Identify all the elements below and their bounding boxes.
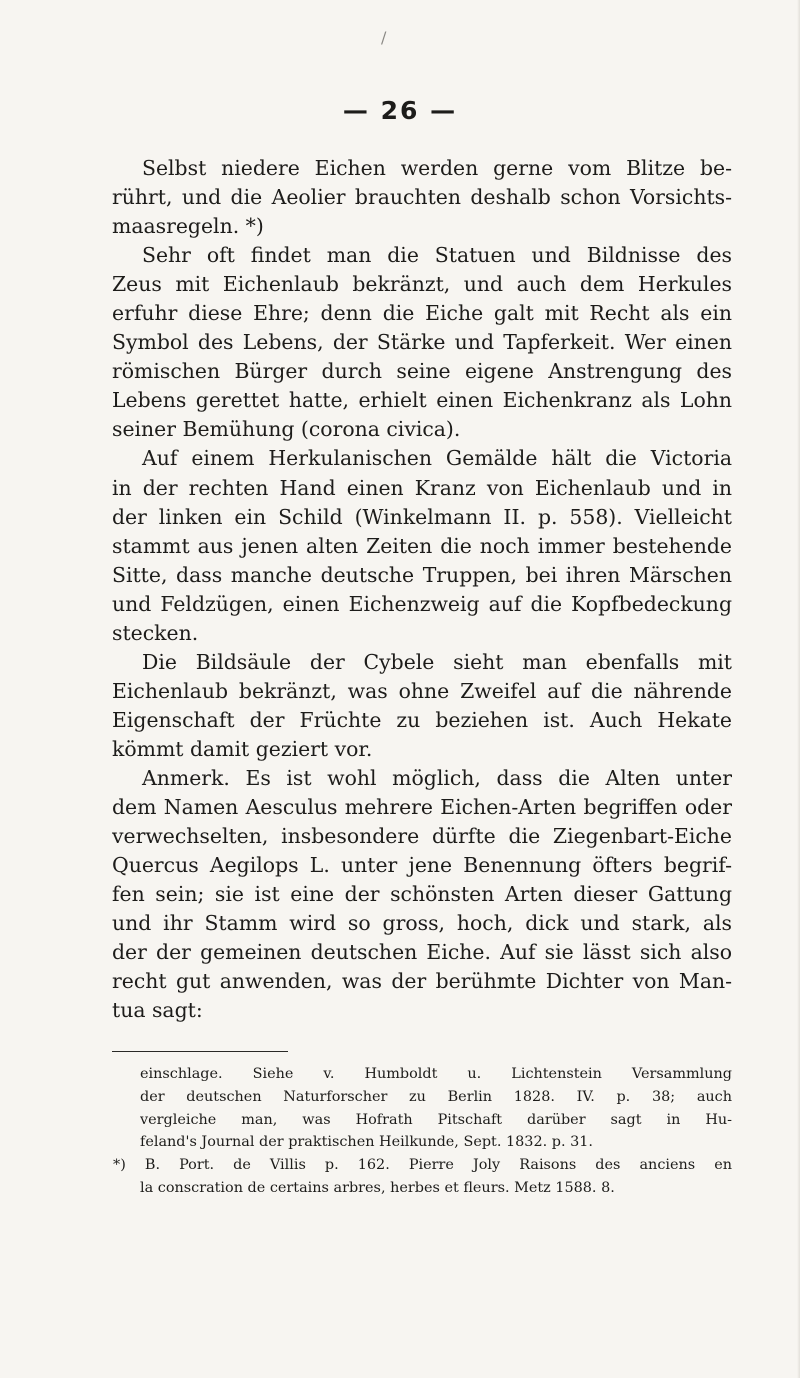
text-line: verwechselten, insbesondere dürfte die Ziegenbart-Eiche — [112, 824, 732, 849]
footnotes — [113, 1063, 732, 1200]
text-line: und Feldzügen, einen Eichenzweig auf die Kopfbedeckung — [112, 591, 732, 616]
footnote-line: der deutschen Naturforscher zu Berlin 1828. IV. p. 38; auch — [140, 1088, 732, 1105]
stray-mark: / — [381, 28, 387, 47]
text-line: stammt aus jenen alten Zeiten die noch immer bestehende — [112, 533, 732, 558]
text-line: Zeus mit Eichenlaub bekränzt, und auch dem Herkules — [112, 272, 732, 297]
text-line: stecken. — [112, 620, 199, 645]
text-line: fen sein; sie ist eine der schönsten Arten dieser Gattung — [112, 882, 732, 907]
text-line: Selbst niedere Eichen werden gerne vom Blitze be- — [142, 156, 732, 180]
text-line: Sitte, dass manche deutsche Truppen, bei ihren Märschen — [112, 562, 732, 587]
text-line: rührt, und die Aeolier brauchten deshalb schon Vorsichts- — [112, 185, 732, 210]
text-line: Eichenlaub bekränzt, was ohne Zweifel auf die nährende — [112, 678, 732, 703]
text-line: erfuhr diese Ehre; denn die Eiche galt mit Recht als ein — [112, 301, 732, 326]
text-line: Quercus Aegilops L. unter jene Benennung öfters begrif- — [112, 853, 732, 878]
text-line: maasregeln. *) — [112, 214, 264, 239]
text-line: der linken ein Schild (Winkelmann II. p. 558). Vielleicht — [112, 504, 732, 529]
text-line: in der rechten Hand einen Kranz von Eichenlaub und in — [112, 475, 732, 500]
text-line: recht gut anwenden, was der berühmte Dichter von Man- — [112, 969, 732, 994]
text-line: Auf einem Herkulanischen Gemälde hält die Victoria — [142, 446, 732, 471]
footnote-line: vergleiche man, was Hofrath Pitschaft darüber sagt in Hu- — [140, 1111, 732, 1128]
footnote-line: *) B. Port. de Villis p. 162. Pierre Joly Raisons des anciens en — [113, 1157, 732, 1174]
text-line: Anmerk. Es ist wohl möglich, dass die Alten unter — [142, 765, 732, 790]
text-line: Sehr oft findet man die Statuen und Bildnisse des — [142, 243, 732, 268]
text-line: Eigenschaft der Früchte zu beziehen ist. Auch Hekate — [112, 707, 732, 732]
text-line: seiner Bemühung (corona civica). — [112, 417, 461, 442]
text-line: Die Bildsäule der Cybele sieht man ebenfalls mit — [142, 649, 732, 674]
footnote-line: feland's Journal der praktischen Heilkunde, Sept. 1832. p. 31. — [140, 1134, 593, 1151]
footnote-line: einschlage. Siehe v. Humboldt u. Lichtenstein Versammlung — [140, 1066, 732, 1082]
text-line: Symbol des Lebens, der Stärke und Tapferkeit. Wer einen — [112, 330, 732, 355]
text-line: Lebens gerettet hatte, erhielt einen Eichenkranz als Lohn — [112, 388, 732, 413]
text-line: dem Namen Aesculus mehrere Eichen-Arten begriffen oder — [112, 795, 732, 820]
footnote-line: la conscration de certains arbres, herbes et fleurs. Metz 1588. 8. — [140, 1179, 615, 1196]
main-text — [112, 154, 732, 1025]
text-line: und ihr Stamm wird so gross, hoch, dick und stark, als — [112, 911, 732, 936]
text-line: kömmt damit geziert vor. — [112, 736, 373, 761]
text-line: der der gemeinen deutschen Eiche. Auf sie lässt sich also — [112, 940, 732, 965]
footnote-separator — [112, 1051, 288, 1052]
page-number: — 26 — — [342, 96, 458, 125]
text-line: römischen Bürger durch seine eigene Anstrengung des — [112, 359, 732, 384]
text-line: tua sagt: — [112, 998, 203, 1023]
